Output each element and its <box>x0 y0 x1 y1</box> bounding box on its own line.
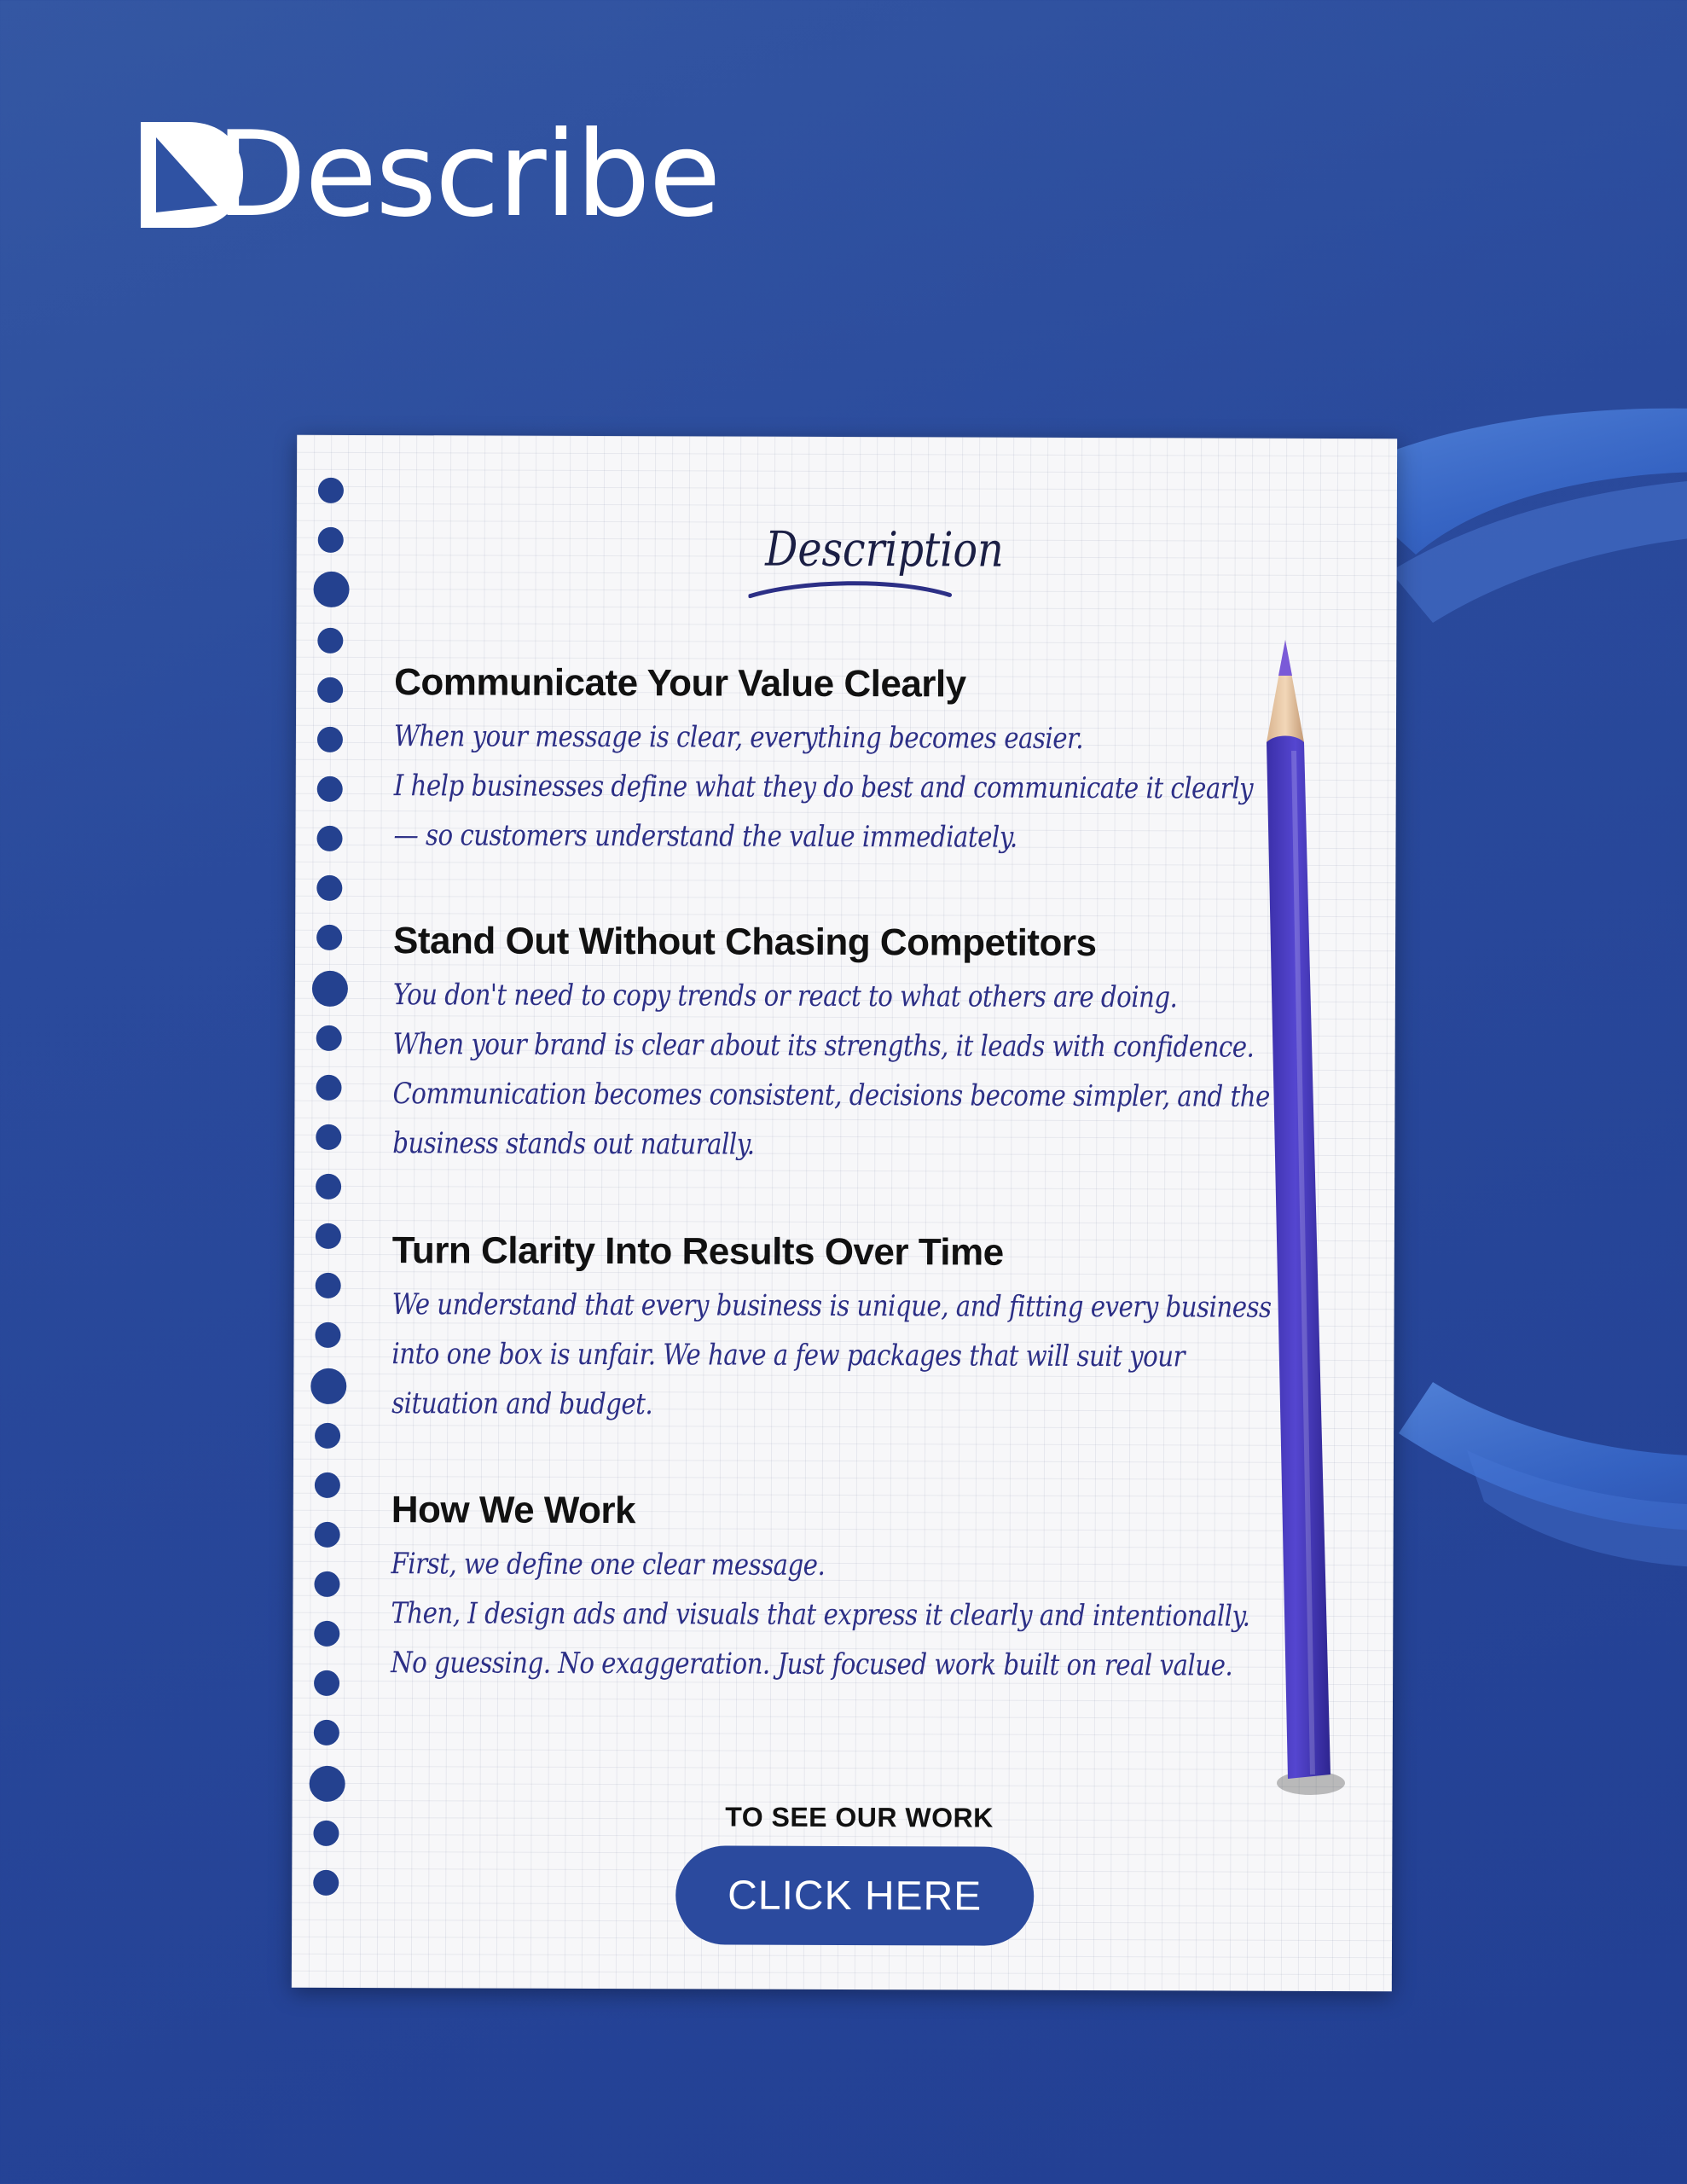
binding-hole <box>310 1368 346 1404</box>
section-line: First, we define one clear message. <box>391 1547 826 1583</box>
binding-hole <box>315 1472 340 1498</box>
binding-hole <box>314 1621 339 1647</box>
section-line: We understand that every business is unique, and fitting every business <box>391 1287 1272 1325</box>
section-title: How We Work <box>391 1489 636 1532</box>
brand-name: Describe <box>216 106 720 243</box>
binding-hole <box>314 1720 339 1745</box>
binding-hole <box>315 1522 340 1548</box>
binding-hole <box>316 1075 341 1101</box>
section-turn-clarity <box>391 1227 1272 1432</box>
cta-label: TO SEE OUR WORK <box>725 1801 994 1833</box>
section-line: — so customers understand the value immediately. <box>393 818 1017 855</box>
binding-hole <box>316 1273 341 1298</box>
binding-hole <box>317 628 343 653</box>
section-line: Then, I design ads and visuals that express it clearly and intentionally. <box>391 1596 1250 1634</box>
section-line: into one box is unfair. We have a few packages that will suit your <box>391 1337 1186 1374</box>
section-line: When your brand is clear about its strengths, it leads with confidence. <box>392 1027 1255 1065</box>
notebook-page <box>292 435 1397 1991</box>
pencil-icon <box>1241 631 1352 1826</box>
page-heading: Description <box>765 521 1004 578</box>
binding-hole <box>314 1571 339 1597</box>
binding-hole <box>316 1025 342 1051</box>
brand-logo <box>141 106 720 243</box>
section-line: situation and budget. <box>391 1386 653 1422</box>
section-line: No guessing. No exaggeration. Just focused work built on real value. <box>391 1646 1233 1683</box>
binding-hole <box>313 572 349 607</box>
binding-hole <box>313 1870 339 1896</box>
section-line: I help businesses define what they do best and communicate it clearly <box>393 769 1254 806</box>
binding-hole <box>316 826 342 851</box>
binding-hole <box>314 1670 339 1696</box>
section-title: Turn Clarity Into Results Over Time <box>391 1229 1004 1274</box>
section-line: Communication becomes consistent, decisions become simpler, and the <box>392 1077 1270 1114</box>
section-line: When your message is clear, everything becomes easier. <box>393 719 1084 756</box>
binding-hole <box>316 875 342 901</box>
binding-hole <box>316 1223 341 1249</box>
binding-hole <box>316 1174 341 1199</box>
binding-hole <box>317 677 343 703</box>
section-line: business stands out naturally. <box>392 1126 755 1162</box>
section-line: You don't need to copy trends or react to what others are doing. <box>392 978 1178 1015</box>
binding-hole <box>312 971 348 1007</box>
binding-hole <box>317 727 343 752</box>
binding-hole <box>318 527 344 553</box>
section-communicate-value <box>393 659 1255 863</box>
binding-hole <box>315 1423 340 1449</box>
spiral-holes <box>313 478 352 1945</box>
section-how-we-work <box>391 1486 1253 1691</box>
binding-hole <box>315 1322 340 1348</box>
section-title: Communicate Your Value Clearly <box>394 661 966 706</box>
section-stand-out <box>392 917 1270 1171</box>
heading-underline <box>748 578 953 604</box>
binding-hole <box>317 776 343 802</box>
click-here-button[interactable]: CLICK HERE <box>675 1845 1034 1945</box>
binding-hole <box>316 925 342 950</box>
section-title: Stand Out Without Chasing Competitors <box>393 920 1097 965</box>
binding-hole <box>310 1766 345 1802</box>
binding-hole <box>316 1124 341 1150</box>
binding-hole <box>318 478 344 503</box>
